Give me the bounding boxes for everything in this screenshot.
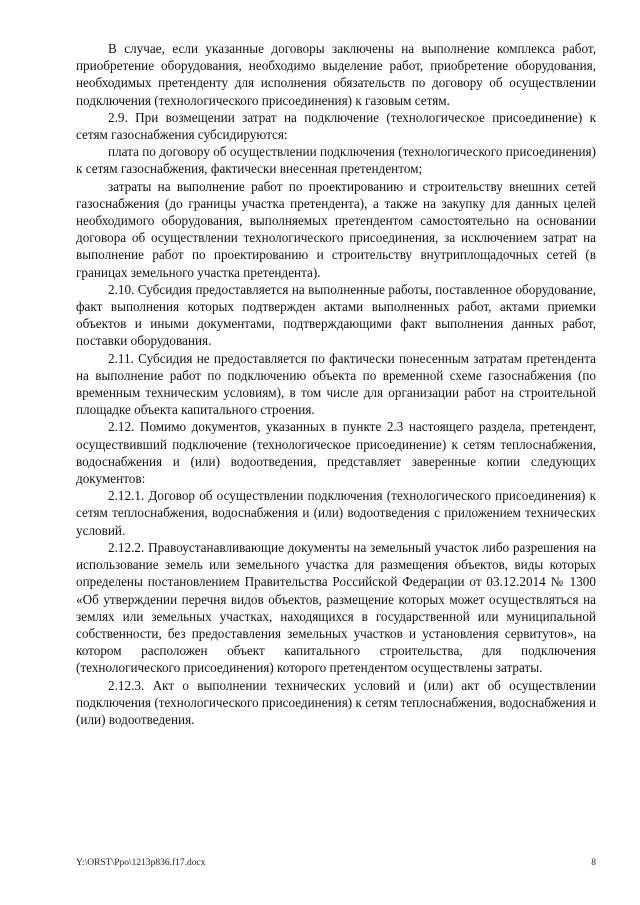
paragraph: 2.12.2. Правоустанавливающие документы на земельный участок либо разрешения на использование земель или земельного участка для размещения объектов, виды которых определены постановлением Правительства Российской Федерации от 03.12.2014 № 1300 «Об утверждении перечня видов объектов, размещение которых может осуществляться на землях или земельных участках, находящихся в государственной или муниципальной собственности, без предоставления земельных участков и установления сервитутов», на котором расположен объект капитального строительства, для подключения (технологического присоединения) которого претендентом осуществлены затраты. — [76, 539, 596, 676]
paragraph: 2.9. При возмещении затрат на подключение (технологическое присоединение) к сетям газоснабжения субсидируются: — [76, 109, 596, 143]
paragraph: 2.11. Субсидия не предоставляется по фактически понесенным затратам претендента на выполнение работ по подключению объекта по временной схеме газоснабжения (по временным техническим условиям), в том числе для организации работ на строительной площадке объекта капитального строения. — [76, 350, 596, 418]
page-number: 8 — [591, 858, 596, 868]
paragraph: 2.12. Помимо документов, указанных в пункте 2.3 настоящего раздела, претендент, осуществивший подключение (технологическое присоединение) к сетям теплоснабжения, водоснабжения и (или) водоотведения, представляет заверенные копии следующих документов: — [76, 419, 596, 487]
paragraph: 2.10. Субсидия предоставляется на выполненные работы, поставленное оборудование, факт выполнения которых подтвержден актами выполненных работ, актами приемки объектов и иными документами, подтверждающими факт выполнения данных работ, поставки оборудования. — [76, 281, 596, 349]
paragraph: 2.12.3. Акт о выполнении технических условий и (или) акт об осуществлении подключения (технологического присоединения) к сетям теплоснабжения, водоснабжения и (или) водоотведения. — [76, 677, 596, 727]
paragraph: затраты на выполнение работ по проектированию и строительству внешних сетей газоснабжения (до границы участка претендента), а также на закупку для данных целей необходимого оборудования, выполняемых претендентом самостоятельно на основании договора об осуществлении технологического присоединения, за исключением затрат на выполнение работ по проектированию и строительству внутриплощадочных сетей (в границах земельного участка претендента). — [76, 178, 596, 280]
document-body — [76, 40, 596, 728]
footer-file-path: Y:\ORST\Ppo\1213p836.f17.docx — [76, 858, 206, 868]
paragraph: плата по договору об осуществлении подключения (технологического присоединения) к сетям газоснабжения, фактически внесенная претендентом; — [76, 144, 596, 177]
paragraph: В случае, если указанные договоры заключены на выполнение комплекса работ, приобретение оборудования, необходимо выделение работ, приобретение оборудования, необходимых претенденту для исполнения обязательств по договору об осуществлении подключения (технологического присоединения) к газовым сетям. — [76, 41, 596, 108]
paragraph: 2.12.1. Договор об осуществлении подключения (технологического присоединения) к сетям теплоснабжения, водоснабжения и (или) водоотведения с приложением технических условий. — [76, 488, 596, 538]
page-footer — [76, 858, 596, 868]
